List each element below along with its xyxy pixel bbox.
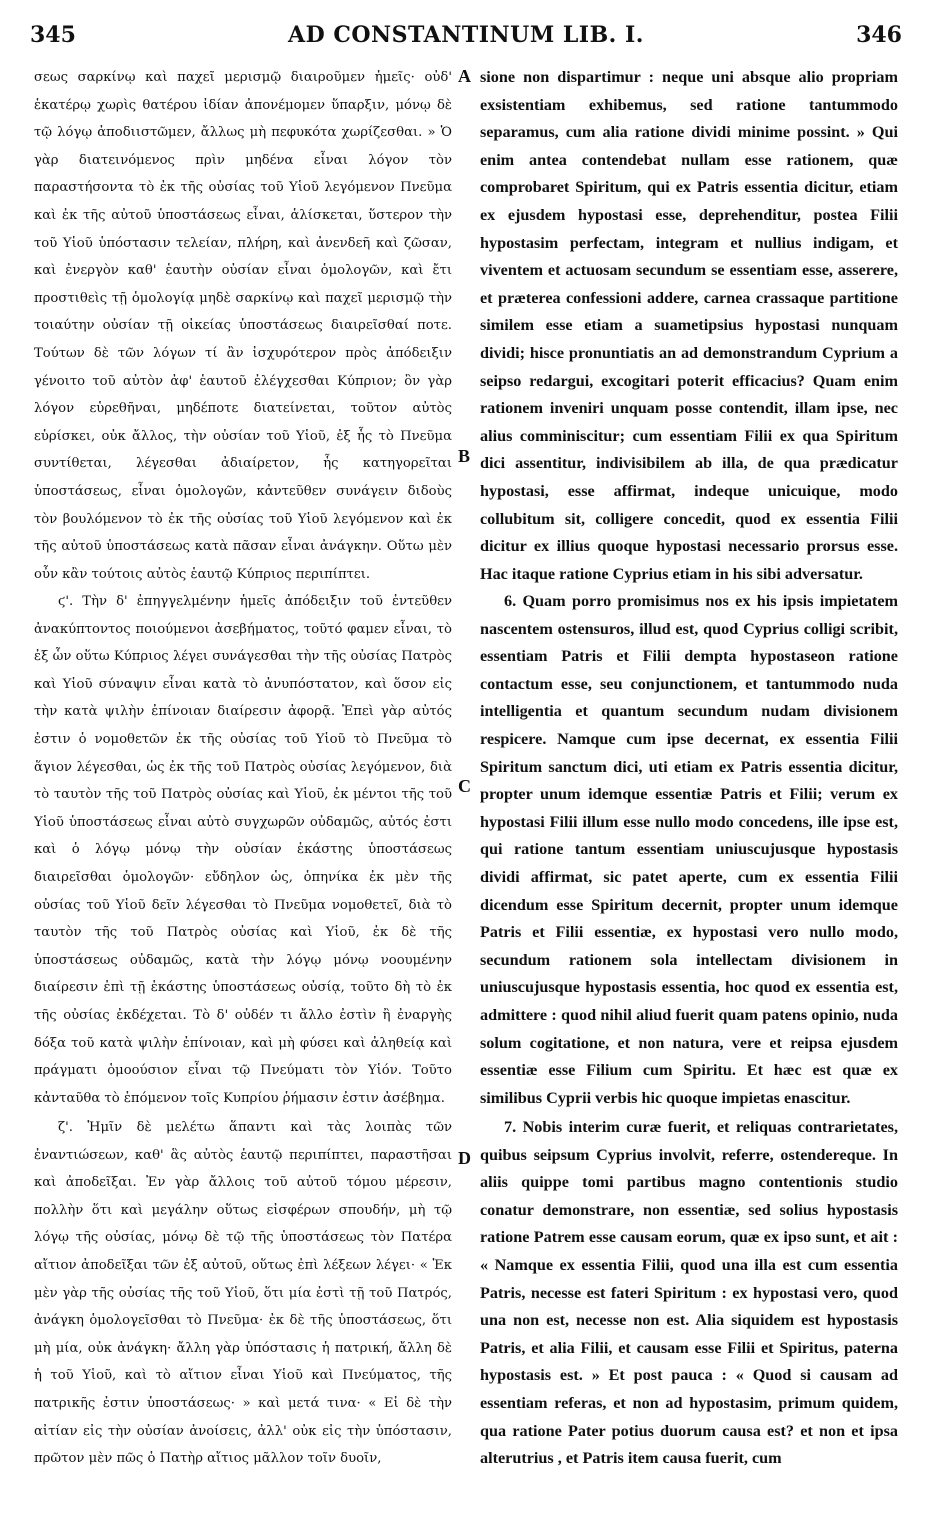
margin-marker-b: B — [458, 446, 471, 466]
page-number-left: 345 — [30, 22, 76, 48]
page-header — [30, 22, 902, 56]
latin-paragraph-2: 6. Quam porro promisimus nos ex his ipsis impietatem nascentem ostensuros, illud est, quod Cyprius colligi scribit, essentiam Patris et Filii dempta hypostaseon ratione contactum esse, seu conjunctionem, et tantummodo nuda intelligentia et quantum secundum nudam divisionem respicere. Namque cum ipse decernat, ex essentia Filii Spiritum sanctum dici, uti etiam ex Patris essentia dicitur, propter unum idemque essentiæ Patris et Filii; verum ex hypostasi Filii illum esse nullo modo concedens, ille ipse est, qui ratione tantum essentiam uniuscujusque hypostasis dividi affirmat, sic patet aperte, cum ex essentia Filii dicendum esse Spiritum decernit, propter unum idemque Patris et Filii essentiæ, ex hypostasi vero nullo modo, secundum rationem sola intellectam divisionem in uniuscujusque hypostasis essentia, hoc quod ex essentia est, admittere : quod nihil aliud fuerit quam patens opinio, nuda solum cogitatione, et non natura, vere et reipsa ejusdem essentiæ esse Filium cum Spiritu. Et hæc est quæ ex similibus Cyprii verbis hic quoque impietas enascitur. — [480, 592, 898, 1107]
latin-paragraph-1: sione non dispartimur : neque uni absque alio propriam exsistentiam exhibemus, sed ratione tantummodo separamus, cum alia ratione dividi minime possint. » Qui enim antea contendebat nullam esse rationem, quæ comprobaret Spiritum, qui ex Patris essentia dicitur, etiam ex ejusdem hypostasi esse, deprehenditur, postea Filii hypostasim perfectam, integram et nullius indigam, et viventem et actuosam secundum se essentiam esse, asserere, et præterea confessioni addere, carnea crassaque partitione similem esse etiam a suametipsius hypostasi nunquam dividi; hisce pronuntiatis an ad demonstrandum Cyprium a seipso redargui, excogitari poterit efficacius? Quam enim rationem inveniri unquam posse contendit, illam ipse, nec alius comminiscitur; cum essentiam Filii ex qua Spiritum dici assentitur, indivisibilem ab illa, de qua prædicatur hypostasi, esse affirmat, indeque unicuique, modo collubitum sit, colligere concedit, quod ex essentia Filii dicitur ex illius quoque hypostasi necessario prorsus esse. Hac itaque ratione Cyprius etiam in his sibi adversatur. — [480, 68, 898, 583]
greek-paragraph-3: ζ'. Ἡμῖν δὲ μελέτω ἅπαντι καὶ τὰς λοιπὰς τῶν ἐναντιώσεων, καθ' ἃς αὐτὸς ἑαυτῷ περιπίπτει, παραστῆσαι καὶ ἀποδεῖξαι. Ἐν γὰρ ἄλλοις τοῦ αὐτοῦ τόμου μέρεσιν, πολλὴν ὅτι καὶ μεγάλην οὕτως εἰσφέρων σπουδήν, μὴ τῷ λόγῳ τῆς οὐσίας, μόνῳ δὲ τῷ τῆς ὑποστάσεως τὸν Πατέρα αἴτιον ἀποδεῖξαι τῶν ἐξ αὐτοῦ, οὕτως ἐπὶ λέξεων λέγει· « Ἐκ μὲν γὰρ τῆς οὐσίας τῆς τοῦ Υἱοῦ, ὅτι μία ἐστὶ τῇ τοῦ Πατρός, ἀνάγκη ὁμολογεῖσθαι τὸ Πνεῦμα· ἐκ δὲ τῆς ὑποστάσεως, ὅτι μὴ μία, οὐκ ἀνάγκη· ἄλλη γὰρ ὑπόστασις ἡ πατρική, ἄλλη δὲ ἡ τοῦ Υἱοῦ, καὶ τὸ αἴτιον εἶναι Υἱοῦ καὶ Πνεύματος, τῆς πατρικῆς ἐστιν ὑποστάσεως· » καὶ μετά τινα· « Εἰ δὲ τὴν αἰτίαν εἰς τὴν οὐσίαν ἀνοίσεις, ἀλλ' οὐκ εἰς τὴν ὑπόστασιν, πρῶτον μὲν πῶς ὁ Πατὴρ αἴτιος μᾶλλον τοῖν δυοῖν, — [34, 1120, 452, 1467]
greek-paragraph-2: ϛ'. Τὴν δ' ἐπηγγελμένην ἡμεῖς ἀπόδειξιν τοῦ ἐντεῦθεν ἀνακύπτοντος ποιούμενοι ἀσεβήματος, τοῦτό φαμεν εἶναι, τὸ ἐξ ὧν οὕτω Κύπριος λέγει συνάγεσθαι τὴν τῆς οὐσίας Πατρὸς καὶ Υἱοῦ σύναψιν εἶναι κατὰ τὸ ἀνυπόστατον, καὶ ὅσον εἰς τὴν κατὰ ψιλὴν ἐπίνοιαν διαίρεσιν ἀφορᾷ. Ἐπεὶ γὰρ αὐτός ἐστιν ὁ νομοθετῶν ἐκ τῆς οὐσίας τοῦ Υἱοῦ τὸ Πνεῦμα τὸ ἅγιον λέγεσθαι, ὡς ἐκ τῆς τοῦ Πατρὸς οὐσίας λεγόμενον, διὰ τὸ ταυτὸν τῆς τοῦ Πατρὸς οὐσίας καὶ Υἱοῦ, ἐκ μέντοι τῆς τοῦ Υἱοῦ ὑποστάσεως εἶναι αὐτὸ συγχωρῶν οὐδαμῶς, αὐτός ἐστι καὶ ὁ λόγῳ μόνῳ τὴν οὐσίαν ἑκάστης ὑποστάσεως διαιρεῖσθαι ὁμολογῶν· εὔδηλον ὡς, ὁπηνίκα ἐκ μὲν τῆς οὐσίας τοῦ Υἱοῦ δεῖν λέγεσθαι τὸ Πνεῦμα νομοθετεῖ, διὰ τὸ ταυτὸν τῆς τοῦ Πατρὸς οὐσίας καὶ Υἱοῦ, ἐκ δὲ τῆς ὑποστάσεως οὐδαμῶς, κατὰ τὴν λόγῳ μόνῳ νοουμένην διαίρεσιν ἐπὶ τῇ ἑκάστης ὑποστάσεως οὐσίᾳ, τοῦτο δὴ τὸ ἐκ τῆς οὐσίας ἐκδέχεται. Τὸ δ' οὐδέν τι ἄλλο ἐστὶν ἢ ἐναργὴς δόξα τοῦ κατὰ ψιλὴν ἐπίνοιαν, καὶ μὴ φύσει καὶ ἀληθείᾳ καὶ πράγματι ὁμοούσιον εἶναι τῷ Πνεύματι τὸν Υἱόν. Τοῦτο κἀνταῦθα τὸ ἑπόμενον τοῖς Κυπρίου ῥήμασιν ἐστιν ἀσέβημα. — [34, 594, 452, 1106]
running-title: AD CONSTANTINUM LIB. I. — [288, 22, 644, 48]
latin-paragraph-3: 7. Nobis interim curæ fuerit, et reliquas contrarietates, quibus seipsum Cyprius involvit, referre, ostendereque. In aliis quippe tomi partibus magno contentionis studio conatur demonstrare, non essentiæ, sed solius hypostasis ratione Patrem esse causam eorum, quæ ex ipso sunt, et ait : « Namque ex essentia Filii, quod una illa est cum essentia Patris, necesse est fateri Spiritum : ex hypostasi vero, quod una non est, necesse non est. Alia siquidem est hypostasis Patris, et alia Filii, et causam esse Filii et Spiritus, paterna hypostasis est. » Et post pauca : « Quod si causam ad essentiam referas, et non ad hypostasim, primum quidem, qua ratione Pater potius duorum causa est? et non et ipsa alterutrius , et Patris item causa fuerit, cum — [480, 1118, 898, 1468]
latin-column — [480, 64, 898, 1528]
greek-column — [34, 64, 452, 1528]
margin-marker-a: A — [458, 66, 471, 86]
margin-marker-d: D — [458, 1148, 471, 1168]
page-number-right: 346 — [856, 22, 902, 48]
margin-marker-c: C — [458, 776, 471, 796]
greek-paragraph-1: σεως σαρκίνῳ καὶ παχεῖ μερισμῷ διαιροῦμεν ἡμεῖς· οὐδ' ἑκατέρῳ χωρὶς θατέρου ἰδίαν ἀπονέμομεν ὕπαρξιν, μόνῳ δὲ τῷ λόγῳ ἀποδιιστῶμεν, ἄλλως μὴ πεφυκότα χωρίζεσθαι. » Ὁ γὰρ διατεινόμενος πρὶν μηδένα εἶναι λόγον τὸν παραστήσοντα τὸ ἐκ τῆς οὐσίας τοῦ Υἱοῦ λεγόμενον Πνεῦμα καὶ ἐκ τῆς αὐτοῦ ὑποστάσεως εἶναι, ἁλίσκεται, ὕστερον τὴν τοῦ Υἱοῦ ὑπόστασιν τελείαν, πλήρη, καὶ ἀνενδεῆ καὶ ζῶσαν, καὶ ἐνεργὸν καθ' ἑαυτὴν οὐσίαν εἶναι ὁμολογῶν, καὶ ἔτι προστιθεὶς τῇ ὁμολογίᾳ μηδὲ σαρκίνῳ καὶ παχεῖ μερισμῷ τὴν τοιαύτην οὐσίαν τῇ οἰκείας ὑποστάσεως διαιρεῖσθαί ποτε. Τούτων δὲ τῶν λόγων τί ἂν ἰσχυρότερον πρὸς ἀπόδειξιν γένοιτο τοῦ αὐτὸν ἀφ' ἑαυτοῦ ἐλέγχεσθαι Κύπριον; ὃν γὰρ λόγον εὑρεθῆναι, μηδέποτε διατείνεται, τοῦτον αὐτὸς εὑρίσκει, οὐκ ἄλλος, τὴν οὐσίαν τοῦ Υἱοῦ, ἐξ ἧς τὸ Πνεῦμα συντίθεται, λέγεσθαι ἀδιαίρετον, ἧς κατηγορεῖται ὑποστάσεως, εἶναι ὁμολογῶν, κἀντεῦθεν συνάγειν διδοὺς τὸν βουλόμενον τὸ ἐκ τῆς οὐσίας τοῦ Υἱοῦ λεγόμενον καὶ ἐκ τῆς αὐτοῦ ὑποστάσεως κατὰ πᾶσαν εἶναι ἀνάγκην. Οὕτω μὲν οὖν κἂν τούτοις αὐτὸς ἑαυτῷ Κύπριος περιπίπτει. — [34, 70, 452, 582]
